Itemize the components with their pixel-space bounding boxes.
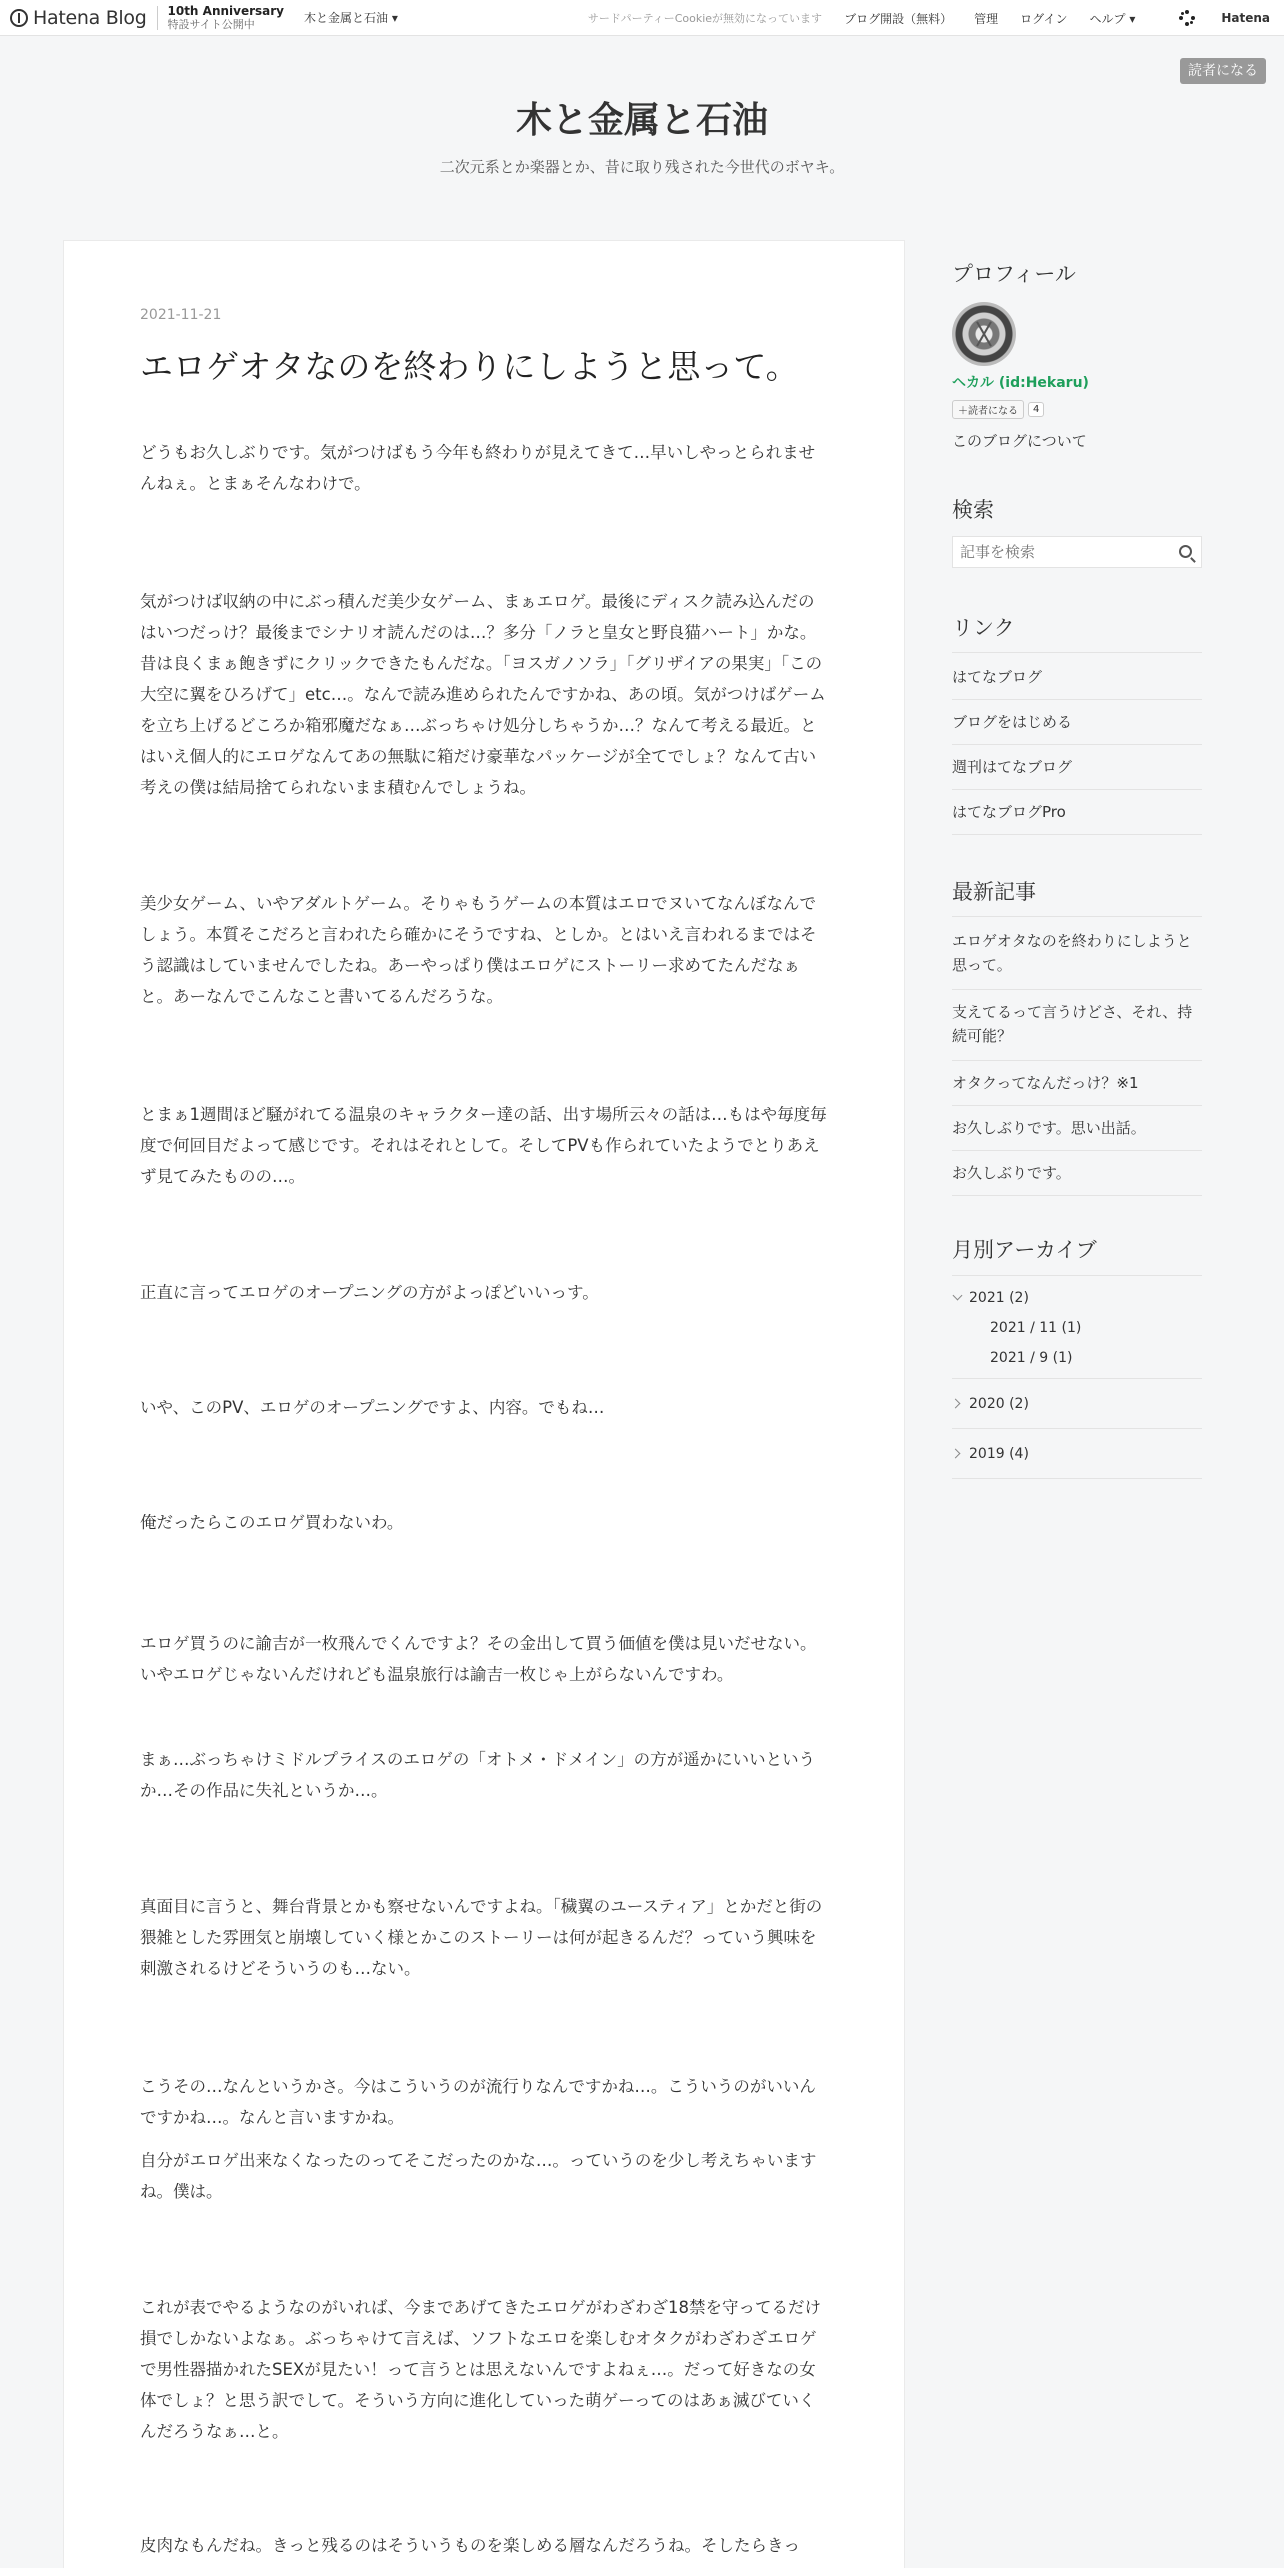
archive-heading: 月別アーカイブ bbox=[952, 1238, 1097, 1262]
entry-paragraph: いや、このPV、エロゲのオープニングですよ、内容。でもね… bbox=[140, 1398, 605, 1417]
help-dropdown[interactable]: ヘルプ ▾ bbox=[1089, 11, 1136, 26]
entry-paragraph: 自分がエロゲ出来なくなったのってそこだったのかな…。っていうのを少し考えちゃいますね。僕は。 bbox=[140, 2151, 817, 2201]
recent-item[interactable]: お久しぶりです。 bbox=[952, 1151, 1202, 1196]
header-divider bbox=[157, 6, 158, 30]
blog-title[interactable]: 木と金属と石油 bbox=[515, 100, 768, 141]
recent-heading: 最新記事 bbox=[952, 880, 1036, 904]
entry-paragraph: これが表でやるようなのがいれば、今まであげてきたエロゲがわざわざ18禁を守ってるだけ損でしかないよなぁ。ぶっちゃけて言えば、ソフトなエロを楽しむオタクがわざわざエロゲで男性器描かれたSEXが見たい！って言うとは思えないんですよねぇ…。だって好きなの女体でしょ？と思う訳でして。そういう方向に進化していった萌ゲーってのはあぁ滅びていくんだろうなぁ…と。 bbox=[140, 2298, 821, 2441]
entry-paragraph: 気がつけば収納の中にぶっ積んだ美少女ゲーム、まぁエロゲ。最後にディスク読み込んだのはいつだっけ？最後までシナリオ読んだのは…？多分「ノラと皇女と野良猫ハート」かな。昔は良くまぁ飽きずにクリックできたもんだな。「ヨスガノソラ」「グリザイアの果実」「この大空に翼をひろげて」etc…。なんで読み進められたんですかね、あの頃。気がつけばゲームを立ち上げるどころか箱邪魔だなぁ…ぶっちゃけ処分しちゃうか…？なんて考える最近。とはいえ個人的にエロゲなんてあの無駄に箱だけ豪華なパッケージが全てでしょ？なんて古い考えの僕は結局捨てられないまま積むんでしょうね。 bbox=[140, 592, 826, 797]
link-item[interactable]: ブログをはじめる bbox=[952, 700, 1202, 745]
search-box bbox=[952, 536, 1202, 568]
profile-subscribe-button[interactable]: ＋読者になる bbox=[952, 400, 1024, 419]
archive-year-2019[interactable] bbox=[952, 1446, 1202, 1462]
chevron-right-icon bbox=[951, 1449, 961, 1459]
archive-year-label: 2019 (4) bbox=[969, 1446, 1029, 1462]
archive-divider bbox=[952, 1378, 1202, 1379]
open-blog-link[interactable]: ブログ開設（無料） bbox=[844, 11, 953, 26]
avatar[interactable] bbox=[952, 302, 1016, 366]
blog-description: 二次元系とか楽器とか、昔に取り残された今世代のボヤキ。 bbox=[439, 158, 845, 176]
links-heading: リンク bbox=[952, 616, 1015, 640]
entry-paragraph: 俺だったらこのエロゲ買わないわ。 bbox=[140, 1513, 404, 1532]
cookie-notice: サードパーティーCookieが無効になっています bbox=[587, 12, 823, 25]
archive-divider bbox=[952, 1478, 1202, 1479]
recent-list bbox=[952, 916, 1202, 1196]
archive-divider bbox=[952, 1428, 1202, 1429]
link-item[interactable]: 週刊はてなブログ bbox=[952, 745, 1202, 790]
entry-paragraph: 皮肉なもんだね。きっと残るのはそういうものを楽しめる層なんだろうね。そしたらきっ bbox=[140, 2536, 800, 2555]
archive-year-2020[interactable] bbox=[952, 1396, 1202, 1412]
search-input[interactable] bbox=[953, 537, 1163, 567]
link-item[interactable]: はてなブログPro bbox=[952, 790, 1202, 835]
hatena-logo-text: Hatena bbox=[1221, 11, 1270, 25]
blog-menu-dropdown[interactable]: 木と金属と石油 ▾ bbox=[304, 11, 398, 25]
entry-date[interactable]: 2021-11-21 bbox=[140, 307, 222, 323]
link-item[interactable]: はてなブログ bbox=[952, 653, 1202, 700]
archive-month-2021-11[interactable]: 2021 / 11 (1) bbox=[990, 1320, 1082, 1336]
hatena-blog-logo[interactable] bbox=[10, 7, 147, 29]
archive-month-2021-9[interactable]: 2021 / 9 (1) bbox=[990, 1350, 1073, 1366]
profile-heading: プロフィール bbox=[952, 262, 1076, 286]
admin-link[interactable]: 管理 bbox=[974, 11, 999, 26]
about-blog-link[interactable]: このブログについて bbox=[952, 432, 1087, 450]
chevron-down-icon bbox=[953, 1291, 963, 1301]
subscribe-button[interactable]: 読者になる bbox=[1180, 58, 1266, 84]
entry-paragraph: 美少女ゲーム、いやアダルトゲーム。そりゃもうゲームの本質はエロでヌいてなんぼなんでしょう。本質そこだろと言われたら確かにそうですね、としか。とはいえ言われるまではそう認識はしていませんでしたね。あーやっぱり僕はエロゲにストーリー求めてたんだなぁと。あーなんでこんなこと書いてるんだろうな。 bbox=[140, 894, 817, 1006]
archive-year-2021[interactable] bbox=[952, 1290, 1202, 1306]
entry-paragraph: まぁ…ぶっちゃけミドルプライスのエロゲの「オトメ・ドメイン」の方が遥かにいいというか…その作品に失礼というか…。 bbox=[140, 1750, 816, 1800]
profile-name[interactable]: ヘカル (id:Hekaru) bbox=[952, 375, 1089, 391]
hatena-blog-logo-text: Hatena Blog bbox=[33, 6, 147, 29]
entry-title[interactable]: エロゲオタなのを終わりにしようと思って。 bbox=[140, 347, 799, 386]
entry-paragraph: どうもお久しぶりです。気がつけばもう今年も終わりが見えてきて…早いしやっとられませんねぇ。とまぁそんなわけで。 bbox=[140, 443, 816, 493]
recent-item[interactable]: 支えてるって言うけどさ、それ、持続可能？ bbox=[952, 990, 1202, 1061]
entry-paragraph: 正直に言ってエロゲのオープニングの方がよっぽどいいっす。 bbox=[140, 1283, 599, 1302]
entry-paragraph: エロゲ買うのに諭吉が一枚飛んでくんですよ？その金出して買う価値を僕は見いだせない。いやエロゲじゃないんだけれども温泉旅行は諭吉一枚じゃ上がらないんですわ。 bbox=[140, 1634, 817, 1684]
profile-reader bbox=[952, 400, 1044, 419]
hatena-blog-logo-icon bbox=[10, 9, 28, 27]
global-header bbox=[0, 0, 1284, 36]
entry-article bbox=[63, 240, 905, 2568]
entry-paragraph: とまぁ1週間ほど騒がれてる温泉のキャラクター達の話、出す場所云々の話は…もはや毎度毎度で何回目だよって感じです。それはそれとして。そしてPVも作られていたようでとりあえず見てみたものの…。 bbox=[140, 1105, 827, 1186]
entry-paragraph: こうその…なんというかさ。今はこういうのが流行りなんですかね…。こういうのがいいんですかね…。なんと言いますかね。 bbox=[140, 2077, 816, 2127]
hatena-dots-icon bbox=[1179, 10, 1195, 26]
anniversary-link[interactable] bbox=[168, 4, 285, 32]
recent-item[interactable]: お久しぶりです。思い出話。 bbox=[952, 1106, 1202, 1151]
links-list bbox=[952, 652, 1202, 835]
anniversary-subtitle: 特設サイト公開中 bbox=[167, 17, 255, 31]
recent-item[interactable]: エロゲオタなのを終わりにしようと思って。 bbox=[952, 917, 1202, 990]
anniversary-title: 10th Anniversary bbox=[167, 3, 285, 18]
archive-list bbox=[952, 1275, 1202, 1462]
entry-paragraph: 真面目に言うと、舞台背景とかも察せないんですよね。「穢翼のユースティア」とかだと街の猥雑とした雰囲気と崩壊していく様とかこのストーリーは何が起きるんだ？っていう興味を刺激されるけどそういうのも…ない。 bbox=[140, 1897, 823, 1978]
recent-item[interactable]: オタクってなんだっけ？※1 bbox=[952, 1061, 1202, 1106]
search-icon[interactable] bbox=[1179, 545, 1192, 558]
hatena-logo[interactable] bbox=[1157, 10, 1270, 26]
search-heading: 検索 bbox=[952, 498, 994, 522]
login-link[interactable]: ログイン bbox=[1020, 11, 1068, 26]
archive-year-label: 2021 (2) bbox=[969, 1290, 1029, 1306]
chevron-right-icon bbox=[951, 1399, 961, 1409]
archive-year-label: 2020 (2) bbox=[969, 1396, 1029, 1412]
reader-count-badge[interactable]: 4 bbox=[1028, 402, 1044, 417]
